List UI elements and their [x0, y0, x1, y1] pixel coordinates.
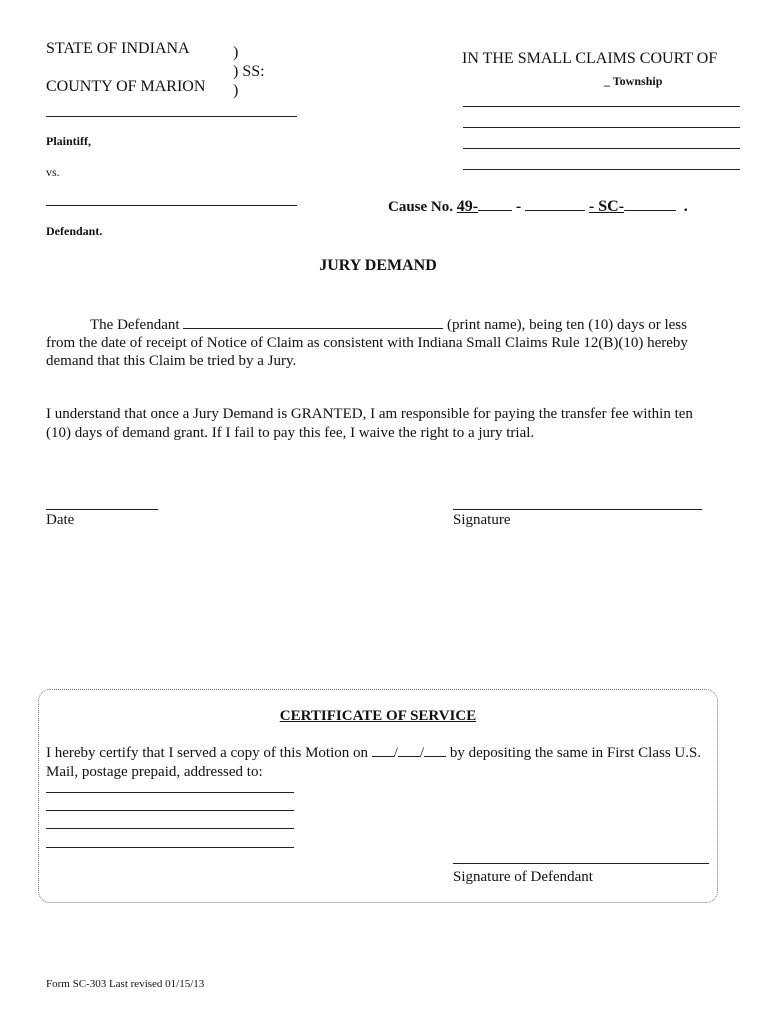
defendant-print-name-field[interactable]	[183, 316, 443, 329]
defendant-label: Defendant.	[46, 224, 103, 238]
defendant-signature-label: Signature of Defendant	[453, 869, 593, 885]
plaintiff-name-line[interactable]	[46, 116, 297, 117]
cause-end: .	[683, 198, 688, 215]
cause-field-3[interactable]	[555, 198, 585, 211]
certificate-text-a: I hereby certify that I served a copy of this Motion on	[46, 745, 368, 761]
paragraph-2-line-1: I understand that once a Jury Demand is GRANTED, I am responsible for paying the transfer fee within ten	[46, 406, 693, 422]
address-line-2[interactable]	[46, 810, 294, 811]
form-footer: Form SC-303 Last revised 01/15/13	[46, 978, 205, 990]
paragraph-2-line-2: (10) days of demand grant. If I fail to pay this fee, I waive the right to a jury trial.	[46, 425, 535, 441]
defendant-intro: The Defendant	[90, 317, 180, 333]
paragraph-1-text-b: (print name), being ten (10) days or less	[447, 317, 687, 333]
address-line-1[interactable]	[46, 792, 294, 793]
date-label: Date	[46, 512, 75, 528]
date-slash-2: /	[419, 745, 425, 761]
date-slash-1: /	[393, 745, 398, 761]
certificate-text-b: by depositing the same in First Class U.S.	[449, 745, 702, 761]
court-line-1[interactable]	[463, 106, 740, 107]
court-line-2[interactable]	[463, 127, 740, 128]
defendant-signature-line[interactable]	[453, 863, 709, 864]
cause-field-1[interactable]	[478, 198, 512, 211]
caption-paren-1: )	[233, 44, 239, 61]
court-title: IN THE SMALL CLAIMS COURT OF	[462, 50, 718, 67]
cause-field-4[interactable]	[624, 198, 676, 211]
paragraph-1-line-2: from the date of receipt of Notice of Claim as consistent with Indiana Small Claims Rule 12(B)(10) hereby	[46, 335, 688, 351]
certificate-heading: CERTIFICATE OF SERVICE	[279, 708, 477, 724]
township-label: _ Township	[604, 74, 663, 88]
caption-paren-ss: ) SS:	[233, 63, 265, 80]
signature-label: Signature	[453, 512, 511, 528]
county-label: COUNTY OF MARION	[46, 78, 206, 95]
caption-paren-3: )	[233, 82, 239, 99]
cause-sep: -	[515, 198, 522, 215]
certificate-line-1	[46, 744, 701, 763]
state-label: STATE OF INDIANA	[46, 40, 190, 57]
address-line-4[interactable]	[46, 847, 294, 848]
defendant-name-line[interactable]	[46, 205, 297, 206]
cause-number	[388, 198, 688, 216]
date-line[interactable]	[46, 509, 158, 510]
cause-sc: - SC-	[588, 198, 625, 215]
cause-label: Cause No.	[388, 199, 454, 215]
address-line-3[interactable]	[46, 828, 294, 829]
cause-prefix: 49-	[456, 198, 479, 215]
plaintiff-label: Plaintiff,	[46, 134, 91, 148]
paragraph-1-line-1	[46, 316, 687, 335]
page-title: JURY DEMAND	[319, 257, 437, 274]
court-line-4[interactable]	[463, 169, 740, 170]
cause-field-2[interactable]	[525, 198, 555, 211]
vs-label: vs.	[46, 165, 60, 179]
service-month-field[interactable]	[372, 744, 394, 757]
paragraph-1-line-3: demand that this Claim be tried by a Jury.	[46, 353, 297, 369]
certificate-line-2: Mail, postage prepaid, addressed to:	[46, 764, 263, 780]
court-line-3[interactable]	[463, 148, 740, 149]
signature-line[interactable]	[453, 509, 702, 510]
service-day-field[interactable]	[398, 744, 420, 757]
service-year-field[interactable]	[424, 744, 446, 757]
